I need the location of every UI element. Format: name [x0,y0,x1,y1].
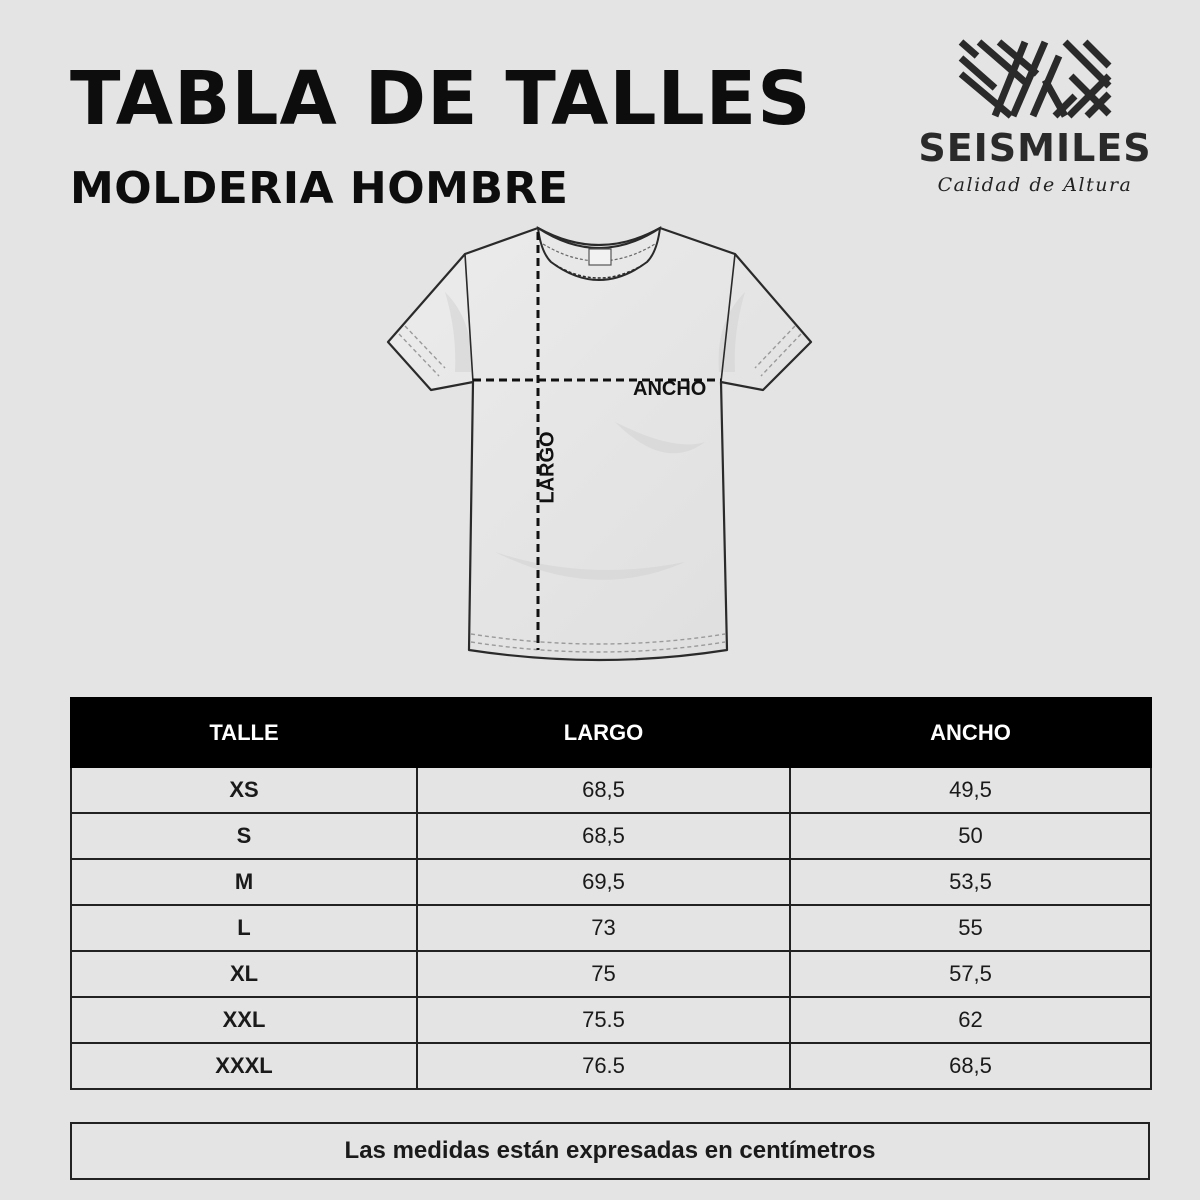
brand-logo [915,30,1155,200]
width-label: ANCHO [633,378,707,400]
page-title: TABLA DE TALLES [70,56,812,142]
size-cell: S [71,813,417,859]
table-row [71,859,1151,905]
brand-mark-icon [955,36,1115,120]
ancho-cell: 49,5 [790,767,1151,813]
table-row [71,1043,1151,1089]
header-ancho: ANCHO [790,698,1151,767]
size-cell: XXL [71,997,417,1043]
length-label: LARGO [536,431,559,504]
size-table [70,697,1152,1090]
largo-cell: 75.5 [417,997,790,1043]
size-cell: M [71,859,417,905]
table-header-row [71,698,1151,767]
largo-cell: 69,5 [417,859,790,905]
largo-cell: 68,5 [417,813,790,859]
largo-cell: 73 [417,905,790,951]
brand-name: SEISMILES [918,126,1152,170]
ancho-cell: 55 [790,905,1151,951]
largo-cell: 75 [417,951,790,997]
ancho-cell: 53,5 [790,859,1151,905]
table-row [71,905,1151,951]
units-note: Las medidas están expresadas en centímetros [70,1122,1150,1180]
table-row [71,997,1151,1043]
tshirt-diagram [385,222,815,672]
ancho-cell: 62 [790,997,1151,1043]
table-row [71,813,1151,859]
header-largo: LARGO [417,698,790,767]
ancho-cell: 57,5 [790,951,1151,997]
table-row [71,951,1151,997]
ancho-cell: 68,5 [790,1043,1151,1089]
brand-tagline: Calidad de Altura [937,174,1133,196]
size-cell: XXXL [71,1043,417,1089]
ancho-cell: 50 [790,813,1151,859]
tshirt-outline [388,228,811,660]
size-cell: XS [71,767,417,813]
largo-cell: 68,5 [417,767,790,813]
largo-cell: 76.5 [417,1043,790,1089]
size-cell: XL [71,951,417,997]
size-cell: L [71,905,417,951]
header-talle: TALLE [71,698,417,767]
page-subtitle: MOLDERIA HOMBRE [70,163,569,214]
table-row [71,767,1151,813]
